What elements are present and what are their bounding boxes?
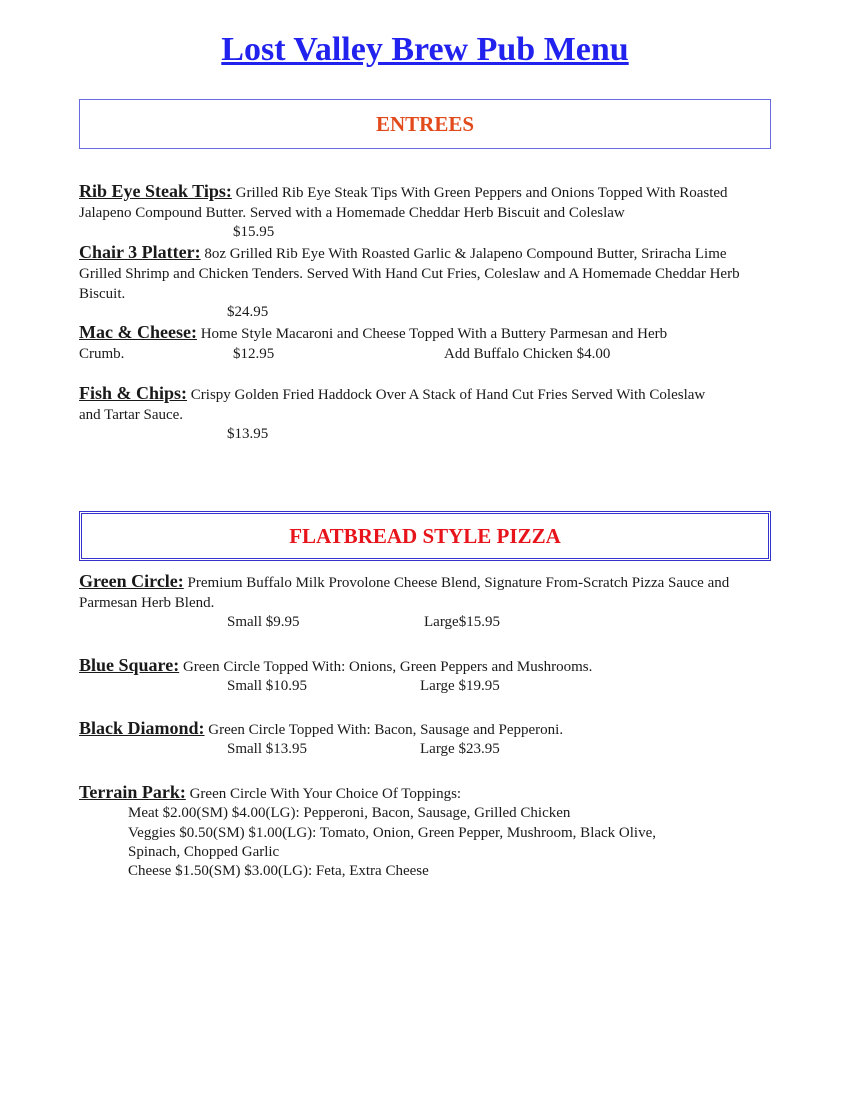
item-price: $13.95 (227, 426, 269, 442)
pizza-heading-box (79, 511, 771, 561)
item-description: 8oz Grilled Rib Eye With Roasted Garlic & Jalapeno Compound Butter, Sriracha Lime Grilled Shrimp and Chicken Tenders. Served With Hand Cut Fries, Coleslaw and A Homemade Cheddar Herb Biscuit. (79, 246, 740, 302)
item-description: Crispy Golden Fried Haddock Over A Stack of Hand Cut Fries Served With Coleslaw and Tartar Sauce. (79, 387, 706, 423)
item-description: Green Circle Topped With: Bacon, Sausage and Pepperoni. (204, 722, 564, 738)
menu-item-rib-eye (79, 181, 779, 223)
item-name: Terrain Park: (79, 782, 186, 802)
item-price-small: Small $9.95 (227, 614, 300, 630)
menu-item-mac-cheese (79, 322, 779, 344)
menu-item-terrain-park (79, 782, 779, 804)
item-price-large: Large$15.95 (424, 614, 500, 630)
topping-veggies-cont: Spinach, Chopped Garlic (128, 844, 280, 860)
item-name: Blue Square: (79, 655, 180, 675)
entrees-heading-box (79, 99, 771, 149)
entrees-heading: ENTREES (375, 112, 475, 136)
item-description: Home Style Macaroni and Cheese Topped With a Buttery Parmesan and Herb (196, 326, 668, 342)
menu-item-chair-3-platter (79, 242, 769, 304)
menu-item-green-circle (79, 571, 779, 613)
item-name: Black Diamond: (79, 718, 205, 738)
item-addon: Add Buffalo Chicken $4.00 (444, 346, 611, 362)
item-price: $15.95 (233, 224, 275, 240)
menu-item-black-diamond (79, 718, 779, 740)
item-description: Green Circle With Your Choice Of Toppings: (185, 786, 462, 802)
menu-item-fish-chips (79, 383, 729, 425)
topping-cheese: Cheese $1.50(SM) $3.00(LG): Feta, Extra Cheese (128, 863, 429, 879)
item-name: Mac & Cheese: (79, 322, 197, 342)
item-price-small: Small $10.95 (227, 678, 308, 694)
topping-veggies: Veggies $0.50(SM) $1.00(LG): Tomato, Onion, Green Pepper, Mushroom, Black Olive, (128, 825, 656, 841)
item-description: Green Circle Topped With: Onions, Green Peppers and Mushrooms. (179, 659, 593, 675)
item-name: Chair 3 Platter: (79, 242, 201, 262)
item-description-cont: Crumb. (79, 346, 125, 362)
menu-title: Lost Valley Brew Pub Menu (221, 31, 629, 68)
item-description: Premium Buffalo Milk Provolone Cheese Blend, Signature From-Scratch Pizza Sauce and Parmesan Herb Blend. (79, 575, 730, 611)
menu-item-blue-square (79, 655, 779, 677)
pizza-heading: FLATBREAD STYLE PIZZA (289, 524, 561, 548)
item-description: Grilled Rib Eye Steak Tips With Green Peppers and Onions Topped With Roasted Jalapeno Compound Butter. Served with a Homemade Cheddar Herb Biscuit and Coleslaw (79, 185, 728, 221)
topping-meat: Meat $2.00(SM) $4.00(LG): Pepperoni, Bacon, Sausage, Grilled Chicken (128, 805, 571, 821)
item-price-large: Large $23.95 (420, 741, 500, 757)
item-name: Fish & Chips: (79, 383, 188, 403)
item-price: $12.95 (233, 346, 275, 362)
item-price-small: Small $13.95 (227, 741, 308, 757)
item-name: Rib Eye Steak Tips: (79, 181, 232, 201)
item-name: Green Circle: (79, 571, 184, 591)
item-price-large: Large $19.95 (420, 678, 500, 694)
item-price: $24.95 (227, 304, 269, 320)
